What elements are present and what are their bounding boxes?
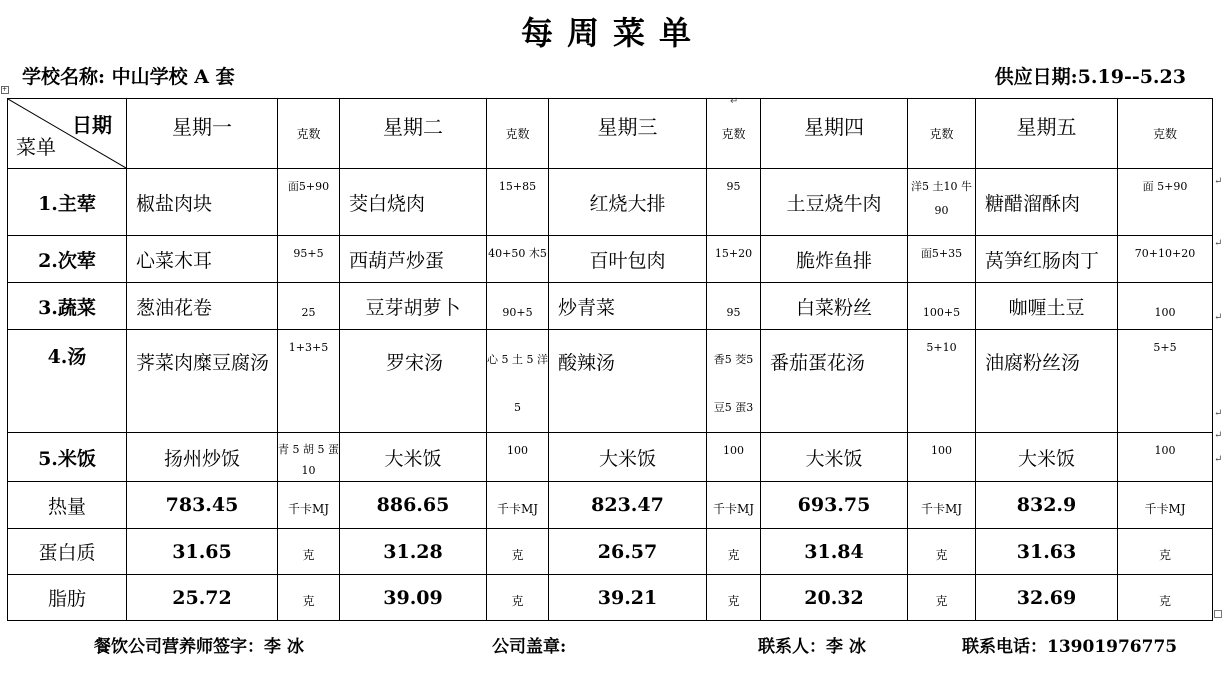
weight-cell: 5+10 <box>908 330 976 433</box>
table-row <box>8 482 1213 529</box>
table-row <box>8 575 1213 621</box>
row-label: 4.汤 <box>8 330 127 433</box>
dish-cell: 红烧大排 <box>549 169 707 236</box>
table-row <box>8 169 1213 236</box>
dish-cell: 番茄蛋花汤 <box>761 330 908 433</box>
nutrition-value: 20.32 <box>761 575 908 621</box>
dish-cell: 心菜木耳 <box>127 236 278 283</box>
nutritionist-signature: 餐饮公司营养师签字：李 冰 <box>94 637 304 657</box>
weight-cell: 15+20 <box>707 236 761 283</box>
nutrition-value: 832.9 <box>976 482 1118 529</box>
unit-cell: 克 <box>908 529 976 575</box>
table-move-handle-icon[interactable]: + <box>2 86 8 93</box>
unit-cell: 克 <box>278 529 340 575</box>
paragraph-mark-icon: ↵ <box>1214 430 1223 441</box>
dish-cell: 西葫芦炒蛋 <box>340 236 487 283</box>
paragraph-mark-icon: ↵ <box>1214 408 1223 419</box>
nutrition-value: 25.72 <box>127 575 278 621</box>
nutrition-value: 693.75 <box>761 482 908 529</box>
paragraph-mark-icon: ↵ <box>1214 454 1223 465</box>
header-corner-cell <box>8 99 127 169</box>
header-date-label: 日期 <box>72 113 112 137</box>
weight-cell: 100+5 <box>908 283 976 330</box>
weight-cell: 面 5+90 <box>1118 169 1213 236</box>
dish-cell: 莴笋红肠肉丁 <box>976 236 1118 283</box>
company-seal: 公司盖章: <box>492 637 567 657</box>
dish-cell: 扬州炒饭 <box>127 433 278 482</box>
grams-header: 克数 <box>707 99 761 169</box>
dish-cell: 土豆烧牛肉 <box>761 169 908 236</box>
nutrition-value: 32.69 <box>976 575 1118 621</box>
weight-cell: 100 <box>487 433 549 482</box>
dish-cell: 脆炸鱼排 <box>761 236 908 283</box>
nutrition-label: 脂肪 <box>8 575 127 621</box>
unit-cell: 克 <box>1118 529 1213 575</box>
dish-cell: 葱油花卷 <box>127 283 278 330</box>
table-row <box>8 529 1213 575</box>
nutrition-label: 蛋白质 <box>8 529 127 575</box>
weight-cell: 100 <box>908 433 976 482</box>
dish-cell: 大米饭 <box>340 433 487 482</box>
weight-cell: 洋5 土10 牛90 <box>908 169 976 236</box>
weight-cell: 1+3+5 <box>278 330 340 433</box>
row-label: 1.主荤 <box>8 169 127 236</box>
unit-cell: 克 <box>487 529 549 575</box>
weight-cell: 95 <box>707 169 761 236</box>
weight-cell: 95+5 <box>278 236 340 283</box>
nutrition-value: 39.09 <box>340 575 487 621</box>
grams-header: 克数 <box>278 99 340 169</box>
nutrition-label: 热量 <box>8 482 127 529</box>
header-row <box>8 99 1213 169</box>
header-menu-label: 菜单 <box>16 135 56 159</box>
weight-cell: 面5+35 <box>908 236 976 283</box>
dish-cell: 炒青菜 <box>549 283 707 330</box>
page-title: 每周菜单 <box>520 14 705 52</box>
weight-cell: 40+50 木5 <box>487 236 549 283</box>
nutrition-value: 886.65 <box>340 482 487 529</box>
row-label: 5.米饭 <box>8 433 127 482</box>
weight-cell: 心 5 土 5 洋5 <box>487 330 549 433</box>
grams-header: 克数 <box>1118 99 1213 169</box>
unit-cell: 千卡MJ <box>487 482 549 529</box>
unit-cell: 克 <box>707 529 761 575</box>
dish-cell: 糖醋溜酥肉 <box>976 169 1118 236</box>
nutrition-value: 26.57 <box>549 529 707 575</box>
unit-cell: 克 <box>1118 575 1213 621</box>
dish-cell: 大米饭 <box>976 433 1118 482</box>
dish-cell: 荠菜肉糜豆腐汤 <box>127 330 278 433</box>
dish-cell: 酸辣汤 <box>549 330 707 433</box>
grams-header: 克数 <box>487 99 549 169</box>
paragraph-mark-icon: ↵ <box>1214 238 1223 249</box>
paragraph-mark-icon: ↵ <box>1214 312 1223 323</box>
weight-cell: 5+5 <box>1118 330 1213 433</box>
contact-person: 联系人：李 冰 <box>758 637 866 657</box>
row-label: 3.蔬菜 <box>8 283 127 330</box>
table-row <box>8 330 1213 433</box>
nutrition-value: 31.65 <box>127 529 278 575</box>
dish-cell: 咖喱土豆 <box>976 283 1118 330</box>
unit-cell: 克 <box>487 575 549 621</box>
nutrition-value: 31.63 <box>976 529 1118 575</box>
nutrition-value: 783.45 <box>127 482 278 529</box>
day-header: 星期二 <box>340 99 487 169</box>
weight-cell: 95 <box>707 283 761 330</box>
dish-cell: 大米饭 <box>761 433 908 482</box>
day-header: 星期四 <box>761 99 908 169</box>
weight-cell: 25 <box>278 283 340 330</box>
weight-cell: 100 <box>1118 433 1213 482</box>
unit-cell: 千卡MJ <box>707 482 761 529</box>
day-header: 星期五 <box>976 99 1118 169</box>
unit-cell: 克 <box>908 575 976 621</box>
weekly-menu-table <box>7 98 1213 621</box>
weight-cell: 面5+90 <box>278 169 340 236</box>
dish-cell: 百叶包肉 <box>549 236 707 283</box>
unit-cell: 千卡MJ <box>1118 482 1213 529</box>
weight-cell: 青 5 胡 5 蛋 10 <box>278 433 340 482</box>
grams-header: 克数 <box>908 99 976 169</box>
unit-cell: 千卡MJ <box>278 482 340 529</box>
dish-cell: 油腐粉丝汤 <box>976 330 1118 433</box>
weight-cell: 100 <box>1118 283 1213 330</box>
dish-cell: 茭白烧肉 <box>340 169 487 236</box>
nutrition-value: 31.84 <box>761 529 908 575</box>
paragraph-mark-icon: ↵ <box>1214 176 1223 187</box>
table-row <box>8 236 1213 283</box>
weight-cell: 70+10+20 <box>1118 236 1213 283</box>
unit-cell: 克 <box>707 575 761 621</box>
table-resize-handle-icon[interactable] <box>1214 610 1222 618</box>
table-row <box>8 283 1213 330</box>
weight-cell: 90+5 <box>487 283 549 330</box>
day-header: 星期三 <box>549 99 707 169</box>
dish-cell: 大米饭 <box>549 433 707 482</box>
weight-cell: 香5 茭5 豆5 蛋3 <box>707 330 761 433</box>
dish-cell: 罗宋汤 <box>340 330 487 433</box>
paragraph-mark-icon: ↵ <box>730 96 739 107</box>
day-header: 星期一 <box>127 99 278 169</box>
table-row <box>8 433 1213 482</box>
supply-date: 供应日期:5.19--5.23 <box>994 66 1186 88</box>
dish-cell: 椒盐肉块 <box>127 169 278 236</box>
row-label: 2.次荤 <box>8 236 127 283</box>
weight-cell: 15+85 <box>487 169 549 236</box>
unit-cell: 克 <box>278 575 340 621</box>
contact-phone: 联系电话：13901976775 <box>962 637 1178 657</box>
unit-cell: 千卡MJ <box>908 482 976 529</box>
nutrition-value: 823.47 <box>549 482 707 529</box>
dish-cell: 白菜粉丝 <box>761 283 908 330</box>
weight-cell: 100 <box>707 433 761 482</box>
nutrition-value: 31.28 <box>340 529 487 575</box>
nutrition-value: 39.21 <box>549 575 707 621</box>
school-name: 学校名称: 中山学校 A 套 <box>22 66 235 88</box>
dish-cell: 豆芽胡萝卜 <box>340 283 487 330</box>
